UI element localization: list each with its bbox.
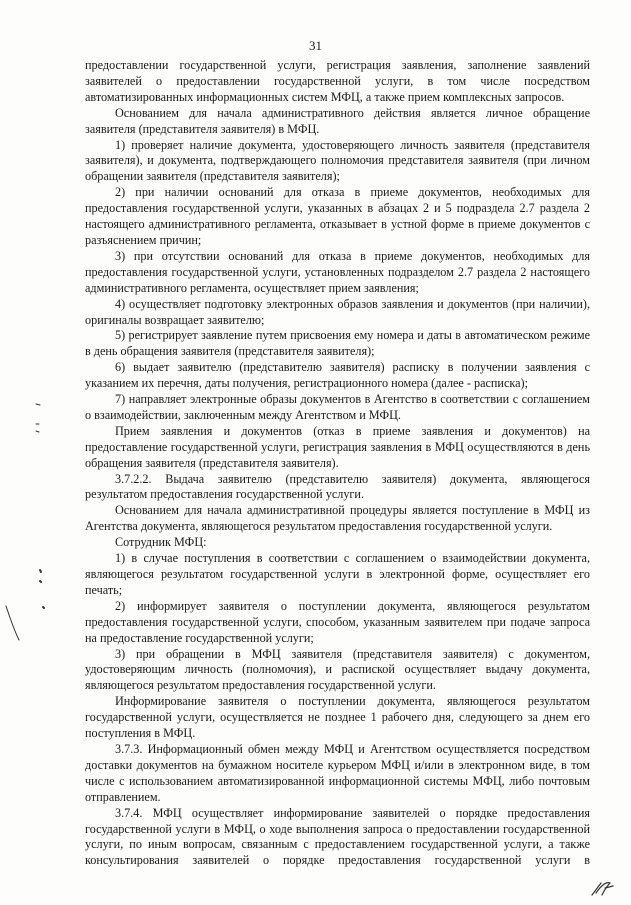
margin-dot <box>40 570 41 572</box>
margin-dot <box>43 607 44 608</box>
paragraph: Сотрудник МФЦ: <box>115 535 207 550</box>
paragraph: Основанием для начала административной процедуры является поступление в МФЦ из Агентства документа, являющегося результатом предоставления государственной услуги. <box>85 503 590 534</box>
paragraph: 1) проверяет наличие документа, удостоверяющего личность заявителя (представителя заявителя), и документа, подтверждающего полномочия представителя заявителя (при личном обращении заявителя (представителя заявителя); <box>85 137 590 184</box>
paragraph: Прием заявления и документов (отказ в приеме заявления и документов) на предоставление государственной услуги, регистрация заявления в МФЦ осуществляются в день обращения заявителя (представителя заявителя). <box>85 423 590 470</box>
margin-dot <box>40 581 41 582</box>
margin-stroke <box>6 606 19 640</box>
paragraph: предоставлении государственной услуги, регистрация заявления, заполнение заявлений заявителей о предоставлении государственной услуги, в том числе посредством автоматизированных информационных систем МФЦ, а также прием комплексных запросов. <box>85 58 590 104</box>
paragraph: 6) выдает заявителю (представителю заявителя) расписку в получении заявления с указанием их перечня, даты получения, регистрационного номера (далее - расписка); <box>85 360 590 391</box>
paragraph: 5) регистрирует заявление путем присвоения ему номера и даты в автоматическом режиме в день обращения заявителя (представителя заявителя); <box>85 328 590 359</box>
paragraph: 3.7.3. Информационный обмен между МФЦ и Агентством осуществляется посредством доставки документов на бумажном носителе курьером МФЦ и/или в электронном виде, в том числе с использованием автоматизированной информационной системы МФЦ, либо почтовым отправлением. <box>85 741 590 804</box>
paragraph: 2) при наличии оснований для отказа в приеме документов, необходимых для предоставления государственной услуги, указанных в абзацах 2 и 5 подраздела 2.7 раздела 2 настоящего административного регламента, отказывает в устной форме в приеме документов с разъяснением причин; <box>85 185 590 247</box>
margin-tick <box>36 431 39 432</box>
paragraph: Основанием для начала административного действия является личное обращение заявителя (представителя заявителя) в МФЦ. <box>85 105 590 136</box>
paragraph: 3.7.4. МФЦ осуществляет информирование заявителей о порядке предоставления государственной услуги в МФЦ, о ходе выполнения запроса о предоставлении государственной услуги, по иным вопросам, связанным с предоставлением государственной услуги, а также консультирования заявителей о порядке предоставления государственной услуги в <box>85 805 590 868</box>
paragraph: 4) осуществляет подготовку электронных образов заявления и документов (при наличии), оригиналы возвращает заявителю; <box>85 296 590 327</box>
paragraph: 3) при обращении в МФЦ заявителя (представителя заявителя) с документом, удостоверяющим личность (полномочия), и распиской осуществляет выдачу документа, являющегося результатом предоставления государственной услуги. <box>85 646 590 693</box>
page-number: 31 <box>309 38 322 53</box>
paragraph: 7) направляет электронные образы документов в Агентство в соответствии с соглашением о взаимодействии, заключенным между Агентством и МФЦ. <box>85 392 590 422</box>
paragraph: 1) в случае поступления в соответствии с соглашением о взаимодействии документа, являющегося результатом государственной услуги в электронной форме, осуществляет его печать; <box>85 551 590 597</box>
document-body <box>85 58 590 869</box>
paragraph: 3) при отсутствии оснований для отказа в приеме документов, необходимых для предоставления государственной услуги, установленных подразделом 2.7 раздела 2 настоящего административного регламента, осуществляет прием заявления; <box>85 248 590 295</box>
handwritten-corner-number <box>592 883 613 895</box>
margin-tick <box>36 404 40 405</box>
paragraph: 2) информирует заявителя о поступлении документа, являющегося результатом предоставления государственной услуги, способом, указанным заявителем при подаче запроса на предоставление государственной услуги; <box>85 598 590 645</box>
paragraph: 3.7.2.2. Выдача заявителю (представителю заявителя) документа, являющегося результатом предоставления государственной услуги. <box>85 471 590 502</box>
paragraph: Информирование заявителя о поступлении документа, являющегося результатом государственной услуги, осуществляется не позднее 1 рабочего дня, следующего за днем его поступления в МФЦ. <box>85 694 590 741</box>
